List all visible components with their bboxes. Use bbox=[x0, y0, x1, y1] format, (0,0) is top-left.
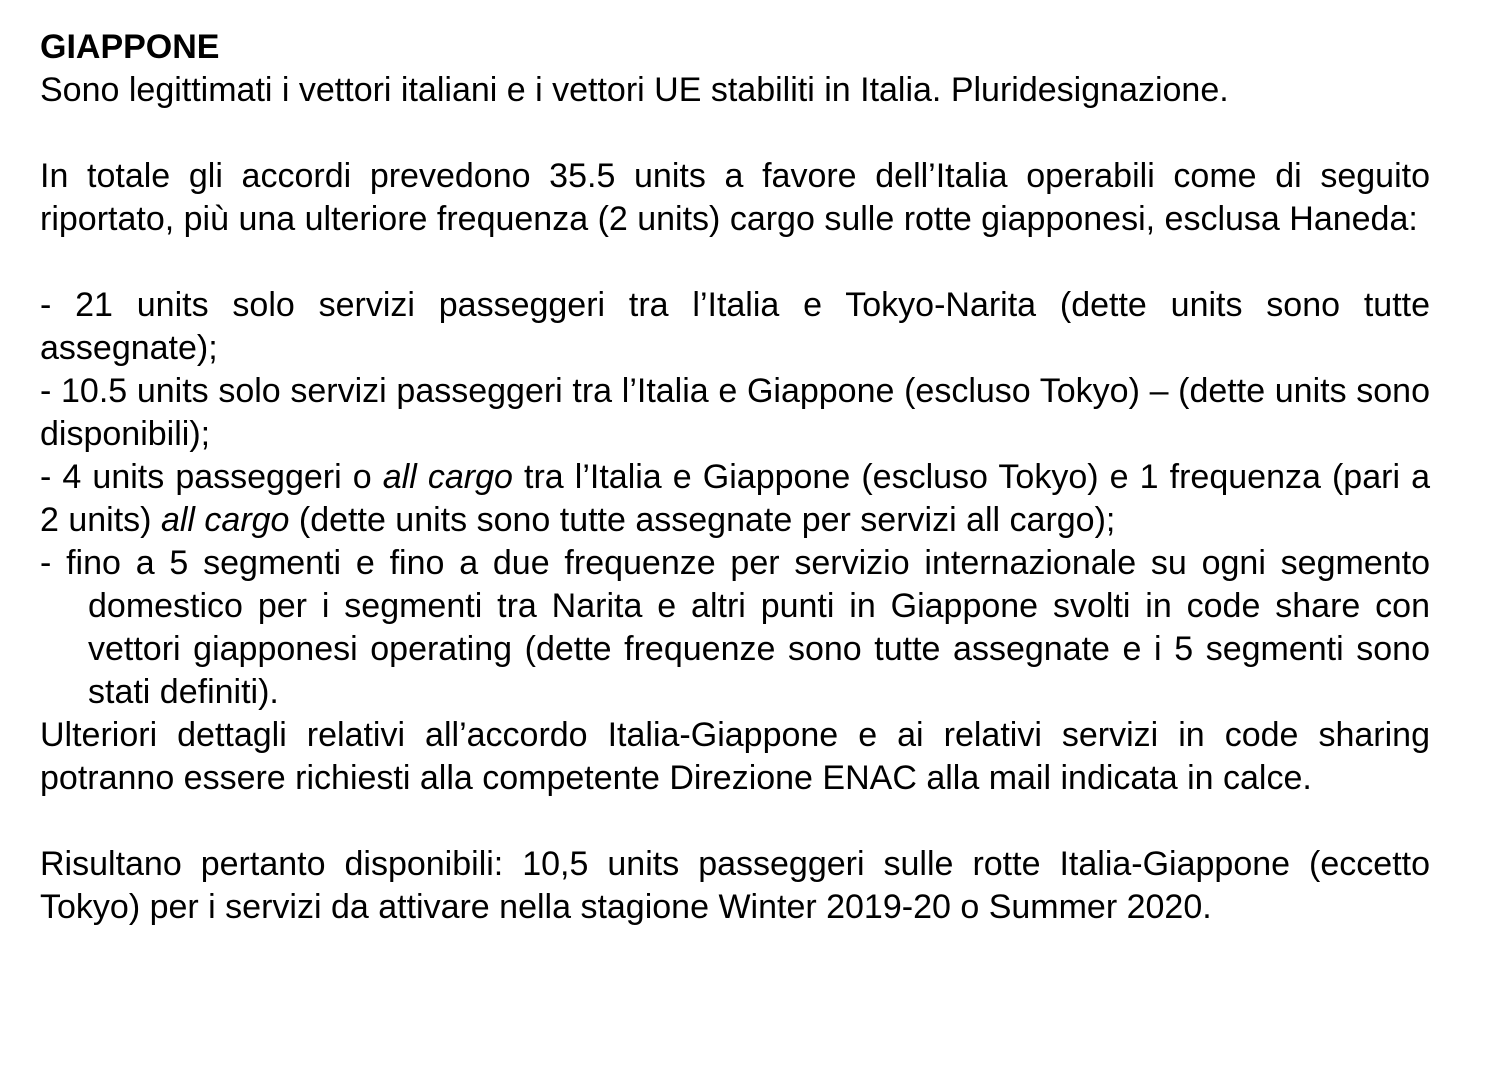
intro-paragraph: Sono legittimati i vettori italiani e i vettori UE stabiliti in Italia. Pluridesignazione. bbox=[40, 71, 1229, 109]
section-title: GIAPPONE bbox=[40, 28, 220, 66]
list-item bbox=[40, 456, 1430, 542]
spacer bbox=[40, 800, 1430, 843]
document-page bbox=[40, 26, 1430, 929]
units-list bbox=[40, 284, 1430, 714]
totale-paragraph: In totale gli accordi prevedono 35.5 units a favore dell’Italia operabili come di seguito riportato, più una ulteriore frequenza (2 units) cargo sulle rotte giapponesi, esclusa Haneda: bbox=[40, 157, 1430, 238]
item-emphasis: all cargo bbox=[382, 458, 513, 496]
ulteriori-paragraph: Ulteriori dettagli relativi all’accordo Italia-Giappone e ai relativi servizi in code sharing potranno essere richiesti alla competente Direzione ENAC alla mail indicata in calce. bbox=[40, 716, 1430, 797]
risultano-paragraph: Risultano pertanto disponibili: 10,5 units passeggeri sulle rotte Italia-Giappone (eccetto Tokyo) per i servizi da attivare nella stagione Winter 2019-20 o Summer 2020. bbox=[40, 845, 1430, 926]
item-text: tra l’Italia e Giappone (escluso Tokyo) e 1 frequenza (pari a 2 units) bbox=[40, 458, 1430, 539]
list-item: - 21 units solo servizi passeggeri tra l’Italia e Tokyo-Narita (dette units sono tutte assegnate); bbox=[40, 286, 1430, 367]
item-text: - 4 units passeggeri o bbox=[40, 458, 383, 496]
spacer bbox=[40, 112, 1430, 155]
item-text: (dette units sono tutte assegnate per servizi all cargo); bbox=[289, 501, 1116, 539]
item-emphasis: all cargo bbox=[160, 501, 290, 539]
list-item: - fino a 5 segmenti e fino a due frequenze per servizio internazionale su ogni segmento domestico per i segmenti tra Narita e altri punti in Giappone svolti in code share con vettori giapponesi operating (dette frequenze sono tutte assegnate e i 5 segmenti sono stati definiti). bbox=[40, 544, 1430, 711]
spacer bbox=[40, 241, 1430, 284]
list-item: - 10.5 units solo servizi passeggeri tra l’Italia e Giappone (escluso Tokyo) – (dette units sono disponibili); bbox=[40, 372, 1430, 453]
